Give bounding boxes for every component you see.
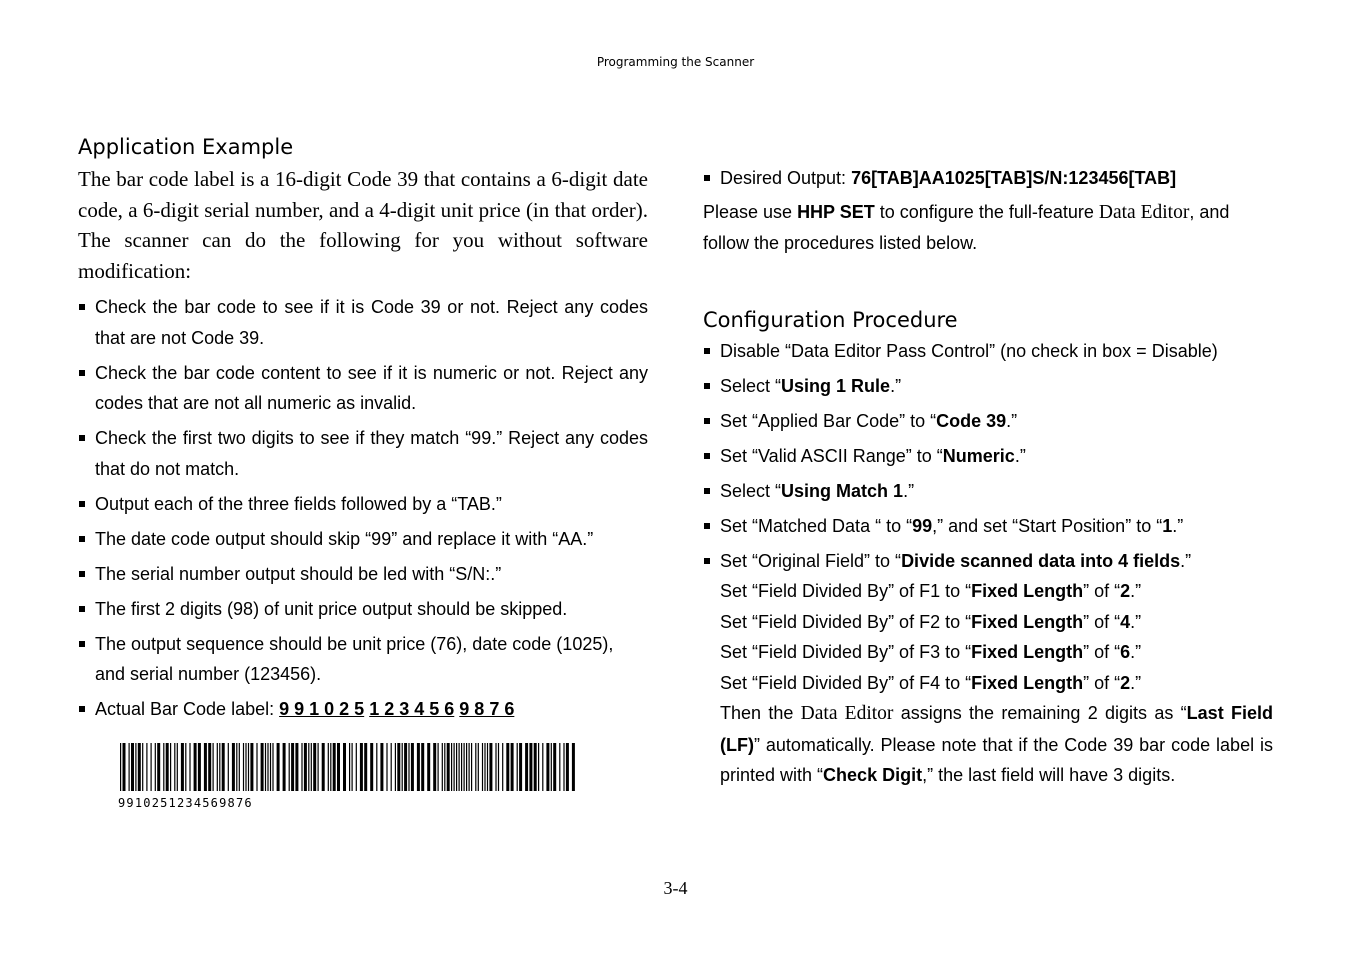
barcode-bar	[213, 743, 214, 791]
barcode-bar	[174, 743, 175, 791]
barcode-bar	[482, 743, 483, 791]
step-item-original-field: Set “Original Field” to “Divide scanned data into 4 fields.” Set “Field Divided By” of F1 to “Fixed Length” of “2.” Set “Field Divided By” of F2 to “Fixed Length” of “4.” Set “Field Divided By” of F3 to “Fixed Length” of “6.” Set “Field Divided By” of F4 to “Fixed Length” of “2.” Then the Data Editor assigns the remaining 2 digits as “Last Field (LF)” automatically. Please note that if the Code 39 bar code label is printed with “Check Digit,” the last field will have 3 digits.	[703, 546, 1273, 791]
barcode-bar	[120, 743, 121, 791]
barcode-bar	[466, 743, 467, 791]
barcode-bar	[386, 743, 387, 791]
barcode-bar	[461, 743, 462, 791]
list-item: The output sequence should be unit price (76), date code (1025), and serial number (123456).	[78, 629, 648, 690]
barcode-bar	[395, 743, 396, 791]
barcode-bar	[146, 743, 147, 791]
barcode-bar	[138, 743, 141, 791]
barcode-bar	[349, 743, 350, 791]
page-number: 3-4	[663, 878, 688, 898]
barcode-bar	[248, 743, 249, 791]
barcode-bar	[343, 743, 346, 791]
barcode-bar	[337, 743, 340, 791]
barcode-bar	[553, 743, 556, 791]
configure-paragraph: Please use HHP SET to configure the full-feature Data Editor, and follow the procedures listed below.	[703, 201, 1230, 253]
barcode-bar	[360, 743, 363, 791]
list-item: Check the first two digits to see if they match “99.” Reject any codes that do not match.	[78, 423, 648, 484]
barcode-bar	[475, 743, 476, 791]
serial-number-digits: 1 2 3 4 5 6	[369, 699, 455, 719]
section-heading-configuration-procedure: Configuration Procedure	[703, 307, 958, 332]
step-item: Select “Using 1 Rule.”	[703, 371, 1273, 402]
barcode-bar	[471, 743, 472, 791]
barcode-bar	[295, 743, 298, 791]
barcode-bar	[166, 743, 169, 791]
step-item: Select “Using Match 1.”	[703, 476, 1273, 507]
left-column	[78, 132, 648, 729]
barcode-bar	[498, 743, 499, 791]
barcode-bar	[442, 743, 443, 791]
barcode-bar	[517, 743, 518, 791]
barcode-bar	[546, 743, 549, 791]
barcode-bar	[411, 743, 414, 791]
barcode-bar	[328, 743, 329, 791]
barcode-bar	[222, 743, 225, 791]
barcode-bar	[559, 743, 560, 791]
barcode-bar	[444, 743, 445, 791]
barcode-bar	[245, 743, 246, 791]
barcode-bar	[566, 743, 569, 791]
barcode-bar	[438, 743, 439, 791]
barcode-bar	[157, 743, 160, 791]
barcode-bar	[459, 743, 460, 791]
barcode-bar	[277, 743, 280, 791]
date-code-digits: 9 9 1 0 2 5	[279, 699, 365, 719]
barcode-bar	[170, 743, 171, 791]
barcode-bar	[451, 743, 452, 791]
field-setting-f1: Set “Field Divided By” of F1 to “Fixed Length” of “2.”	[720, 581, 1142, 601]
barcode-bar	[189, 743, 190, 791]
barcode-bar	[456, 743, 457, 791]
barcode-bar	[228, 743, 229, 791]
barcode-bar	[301, 743, 302, 791]
field-setting-f4: Set “Field Divided By” of F4 to “Fixed Length” of “2.”	[720, 672, 1142, 693]
last-field-note: Then the Data Editor assigns the remaining 2 digits as “Last Field (LF)” automatically. Please note that if the Code 39 bar code label is printed with “Check Digit,” the last field will have 3 digits.	[720, 703, 1273, 785]
barcode-bar	[484, 743, 485, 791]
barcode-bar	[511, 743, 514, 791]
barcode-bar	[283, 743, 286, 791]
barcode-bar	[489, 743, 492, 791]
barcode-bar	[538, 743, 539, 791]
barcode-bar	[272, 743, 273, 791]
barcode-bar	[232, 743, 235, 791]
barcode-human-readable: 9910251234569876	[118, 796, 253, 810]
section-heading-application-example: Application Example	[78, 135, 294, 159]
barcode-bar	[198, 743, 201, 791]
desired-output-value: 76[TAB]AA1025[TAB]S/N:123456[TAB]	[851, 168, 1177, 188]
barcode-bar	[330, 743, 331, 791]
actual-label-prefix: Actual Bar Code label:	[95, 699, 280, 719]
barcode-bar	[563, 743, 564, 791]
barcode-bar	[502, 743, 503, 791]
barcode-bar	[356, 743, 357, 791]
barcode-bar	[270, 743, 271, 791]
barcode-bar	[318, 743, 319, 791]
barcode-bar	[495, 743, 496, 791]
barcode-bar	[525, 743, 528, 791]
desired-output-list	[703, 163, 1273, 194]
barcode-bar	[129, 743, 130, 791]
barcode-bars	[118, 743, 580, 791]
barcode-bar	[364, 743, 367, 791]
barcode-bar	[256, 743, 257, 791]
list-item: Check the bar code content to see if it is numeric or not. Reject any codes that are not all numeric as invalid.	[78, 358, 648, 419]
barcode-bar	[289, 743, 290, 791]
barcode-bar	[427, 743, 430, 791]
desired-output-item: Desired Output: 76[TAB]AA1025[TAB]S/N:123456[TAB]	[703, 163, 1273, 194]
barcode-bar	[487, 743, 488, 791]
barcode-bar	[333, 743, 336, 791]
barcode-bar	[408, 743, 409, 791]
barcode-bar	[177, 743, 178, 791]
barcode-bar	[236, 743, 237, 791]
barcode-bar	[478, 743, 479, 791]
right-column	[703, 163, 1273, 795]
barcode-bar	[142, 743, 143, 791]
barcode-bar	[551, 743, 552, 791]
barcode-bar	[447, 743, 450, 791]
barcode-bar	[261, 743, 264, 791]
barcode-bar	[250, 743, 253, 791]
barcode-image	[118, 743, 580, 809]
barcode-bar	[402, 743, 403, 791]
barcode-bar	[135, 743, 136, 791]
barcode-bar	[304, 743, 307, 791]
barcode-bar	[151, 743, 152, 791]
barcode-bar	[534, 743, 537, 791]
barcode-bar	[181, 743, 184, 791]
barcode-bar	[239, 743, 240, 791]
barcode-bar	[542, 743, 543, 791]
barcode-bar	[433, 743, 436, 791]
actual-label-item	[78, 694, 648, 725]
barcode-bar	[208, 743, 211, 791]
unit-price-digits: 9 8 7 6	[459, 699, 515, 719]
list-item: Output each of the three fields followed by a “TAB.”	[78, 489, 648, 520]
barcode-bar	[469, 743, 470, 791]
barcode-bar	[194, 743, 197, 791]
barcode-bar	[204, 743, 207, 791]
list-item: The date code output should skip “99” and replace it with “AA.”	[78, 524, 648, 555]
barcode-bar	[313, 743, 316, 791]
barcode-bar	[519, 743, 522, 791]
step-item: Disable “Data Editor Pass Control” (no check in box = Disable)	[703, 336, 1273, 367]
list-item: The serial number output should be led with “S/N:.”	[78, 559, 648, 590]
procedure-list	[703, 336, 1273, 791]
hhp-set-name: HHP SET	[797, 201, 875, 222]
requirements-list	[78, 292, 648, 725]
barcode-bar	[352, 743, 353, 791]
barcode-bar	[163, 743, 164, 791]
barcode-bar	[322, 743, 325, 791]
barcode-bar	[454, 743, 455, 791]
field-setting-f2: Set “Field Divided By” of F2 to “Fixed Length” of “4.”	[720, 611, 1142, 632]
barcode-bar	[155, 743, 156, 791]
barcode-bar	[506, 743, 509, 791]
step-item: Set “Valid ASCII Range” to “Numeric.”	[703, 441, 1273, 472]
barcode-bar	[397, 743, 400, 791]
barcode-bar	[131, 743, 134, 791]
barcode-bar	[417, 743, 420, 791]
intro-paragraph: The bar code label is a 16-digit Code 39 that contains a 6-digit date code, a 6-digit serial number, and a 4-digit unit price (in that order). The scanner can do the following for you without software modification:	[78, 167, 648, 283]
barcode-bar	[464, 743, 465, 791]
barcode-bar	[291, 743, 294, 791]
barcode-bar	[185, 743, 186, 791]
list-item: The first 2 digits (98) of unit price output should be skipped.	[78, 594, 648, 625]
barcode-bar	[267, 743, 268, 791]
field-setting-f3: Set “Field Divided By” of F3 to “Fixed Length” of “6.”	[720, 642, 1142, 662]
barcode-bar	[265, 743, 266, 791]
barcode-bar	[123, 743, 126, 791]
barcode-bar	[243, 743, 244, 791]
barcode-bar	[376, 743, 377, 791]
barcode-bar	[219, 743, 220, 791]
barcode-bar	[308, 743, 309, 791]
step-item: Set “Matched Data “ to “99,” and set “Start Position” to “1.”	[703, 511, 1273, 542]
barcode-bar	[421, 743, 424, 791]
barcode-bar	[391, 743, 392, 791]
barcode-bar	[311, 743, 312, 791]
barcode-bar	[370, 743, 373, 791]
barcode-bar	[572, 743, 575, 791]
barcode-bar	[217, 743, 218, 791]
barcode-bar	[529, 743, 532, 791]
page-header: Programming the Scanner	[596, 55, 755, 69]
barcode-bar	[404, 743, 407, 791]
list-item: Check the bar code to see if it is Code 39 or not. Reject any codes that are not Code 39.	[78, 292, 648, 353]
barcode-bar	[380, 743, 383, 791]
step-item: Set “Applied Bar Code” to “Code 39.”	[703, 406, 1273, 437]
